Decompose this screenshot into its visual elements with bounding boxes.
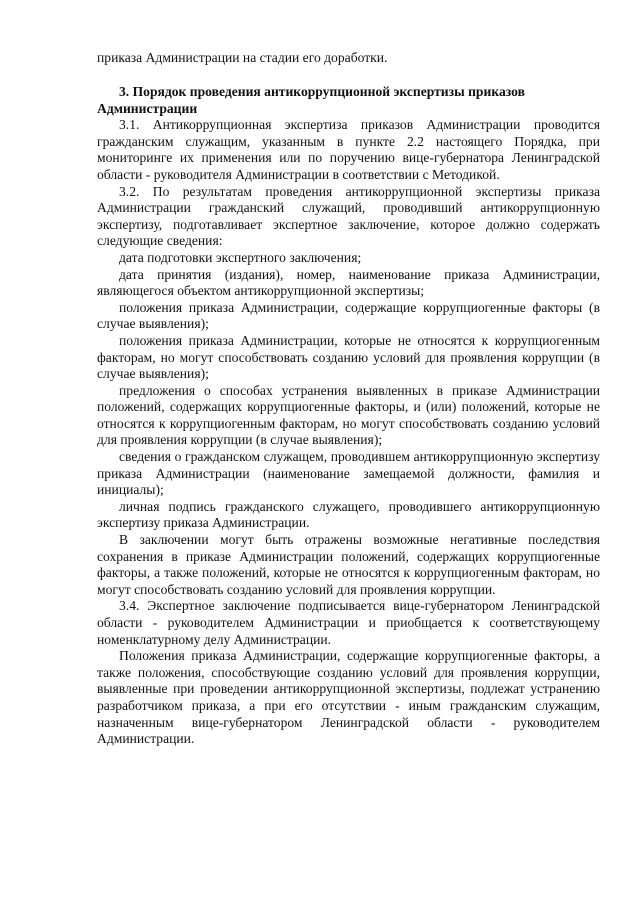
section-3: [97, 84, 600, 748]
list-item-proposals: предложения о способах устранения выявленных в приказе Администрации положений, содержащих коррупциогенные факторы, и (или) положений, которые не относятся к коррупциогенным факторам, но могут способствовать созданию условий для проявления коррупции (в случае выявления);: [97, 382, 600, 448]
list-item-conducive-provisions: положения приказа Администрации, которые не относятся к коррупциогенным факторам, но могут способствовать созданию условий для проявления коррупции (в случае выявления);: [97, 332, 600, 382]
paragraph-elimination: Положения приказа Администрации, содержащие коррупциогенные факторы, а также положения, способствующие созданию условий для проявления коррупции, выявленные при проведении антикоррупционной экспертизы, подлежат устранению разработчиком приказа, а при его отсутствии - иным гражданским служащим, назначенным вице-губернатором Ленинградской области - руководителем Администрации.: [97, 648, 600, 747]
section-heading: 3. Порядок проведения антикоррупционной экспертизы приказов Администрации: [97, 84, 525, 116]
paragraph-3-4: 3.4. Экспертное заключение подписывается вице-губернатором Ленинградской области - руководителем Администрации и приобщается к соответствующему номенклатурному делу Администрации.: [97, 598, 600, 647]
intro-continuation: приказа Администрации на стадии его доработки.: [97, 50, 388, 65]
paragraph-consequences: В заключении могут быть отражены возможные негативные последствия сохранения в приказе Администрации положений, содержащих коррупциогенные факторы, а также положений, которые не относятся к коррупциогенным факторам, но могут способствовать созданию условий для проявления коррупции.: [97, 532, 600, 597]
paragraph-3-1: 3.1. Антикоррупционная экспертиза приказов Администрации проводится гражданским служащим, указанным в пункте 2.2 настоящего Порядка, при мониторинге их применения или по поручению вице-губернатора Ленинградской области - руководителя Администрации в соответствии с Методикой.: [97, 117, 600, 182]
list-item-act-details: дата принятия (издания), номер, наименование приказа Администрации, являющегося объектом антикоррупционной экспертизы;: [97, 266, 600, 299]
paragraph-3-2: 3.2. По результатам проведения антикоррупционной экспертизы приказа Администрации гражданский служащий, проводивший антикоррупционную экспертизу, подготавливает экспертное заключение, которое должно содержать следующие сведения:: [97, 183, 600, 249]
document-body: [97, 50, 600, 67]
list-item-date-prepared: дата подготовки экспертного заключения;: [119, 249, 362, 265]
list-item-signature: личная подпись гражданского служащего, проводившего антикоррупционную экспертизу приказа Администрации.: [97, 498, 600, 531]
list-item-corruption-factors: положения приказа Администрации, содержащие коррупциогенные факторы (в случае выявления);: [97, 299, 600, 332]
list-item-servant-info: сведения о гражданском служащем, проводившем антикоррупционную экспертизу приказа Администрации (наименование замещаемой должности, фамилия и инициалы);: [97, 449, 600, 498]
